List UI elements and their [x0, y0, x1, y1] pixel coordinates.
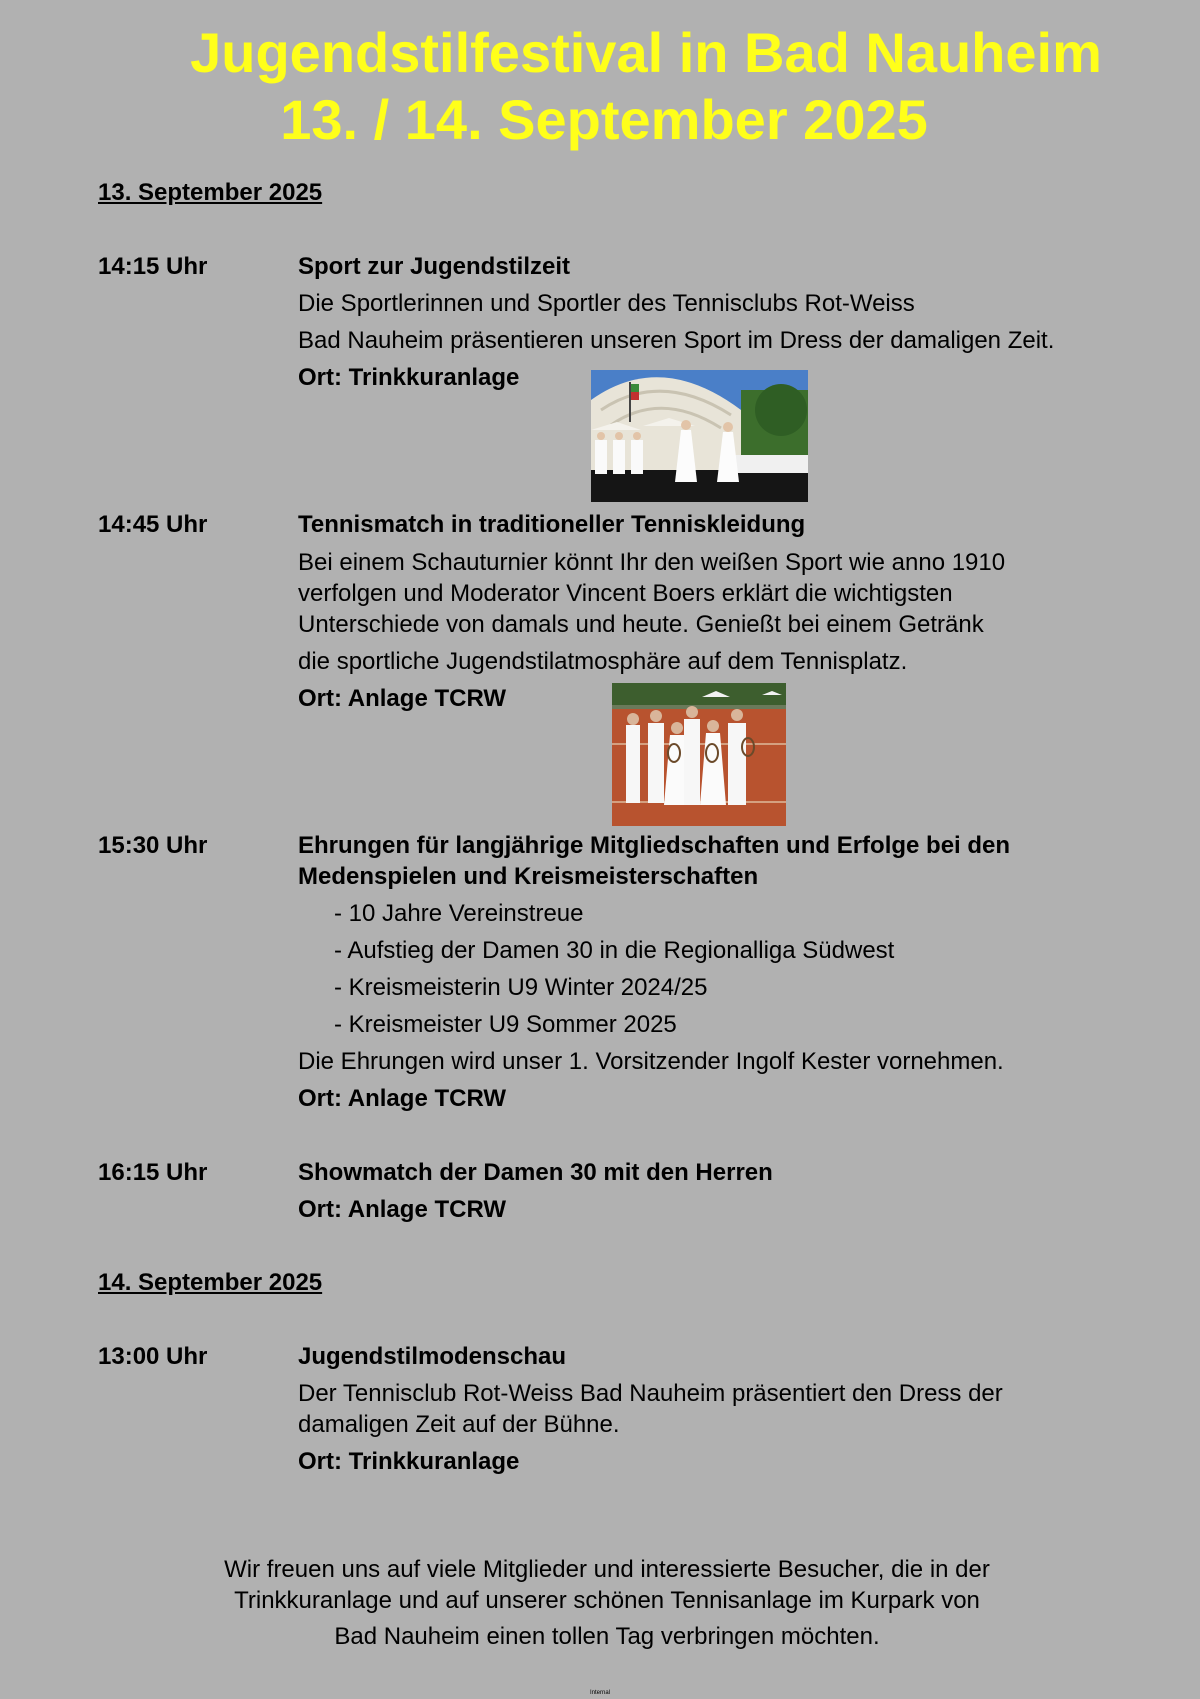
event-time: 14:45 Uhr — [98, 511, 208, 538]
event-description: damaligen Zeit auf der Bühne. — [298, 1411, 620, 1438]
event-description: die sportliche Jugendstilatmosphäre auf dem Tennisplatz. — [298, 648, 908, 675]
photo-tennis-players — [612, 683, 786, 826]
event-description: Unterschiede von damals und heute. Genießt bei einem Getränk — [298, 611, 984, 638]
event-location: Ort: Anlage TCRW — [298, 1196, 506, 1223]
event-location: Ort: Anlage TCRW — [298, 685, 506, 712]
page-title-line2: 13. / 14. September 2025 — [280, 88, 928, 151]
closing-text: Bad Nauheim einen tollen Tag verbringen möchten. — [334, 1623, 880, 1650]
event-location: Ort: Trinkkuranlage — [298, 1448, 520, 1475]
event-title: Tennismatch in traditioneller Tenniskleidung — [298, 511, 806, 538]
day2-heading: 14. September 2025 — [98, 1269, 323, 1296]
page-title-line1: Jugendstilfestival in Bad Nauheim — [190, 21, 1102, 84]
event-time: 15:30 Uhr — [98, 832, 208, 859]
footer-classification-tag: Internal — [589, 1690, 610, 1696]
event-description: Bad Nauheim präsentieren unseren Sport im Dress der damaligen Zeit. — [298, 327, 1055, 354]
day1-heading: 13. September 2025 — [98, 179, 323, 206]
closing-text: Wir freuen uns auf viele Mitglieder und interessierte Besucher, die in der — [224, 1556, 990, 1583]
event-title: Sport zur Jugendstilzeit — [298, 253, 571, 280]
event-title: Showmatch der Damen 30 mit den Herren — [298, 1159, 773, 1186]
event-description: verfolgen und Moderator Vincent Boers erklärt die wichtigsten — [298, 580, 953, 607]
event-location: Ort: Anlage TCRW — [298, 1085, 506, 1112]
list-item: - Kreismeisterin U9 Winter 2024/25 — [334, 974, 708, 1001]
event-time: 14:15 Uhr — [98, 253, 208, 280]
event-title: Ehrungen für langjährige Mitgliedschaften und Erfolge bei den — [298, 832, 1011, 859]
photo-bandstand-performers — [591, 370, 808, 502]
list-item: - Aufstieg der Damen 30 in die Regionalliga Südwest — [334, 937, 895, 964]
list-item: - 10 Jahre Vereinstreue — [334, 900, 584, 927]
closing-text: Trinkkuranlage und auf unserer schönen Tennisanlage im Kurpark von — [234, 1587, 980, 1614]
event-description: Die Sportlerinnen und Sportler des Tennisclubs Rot-Weiss — [298, 290, 915, 317]
event-title: Jugendstilmodenschau — [298, 1343, 567, 1370]
event-time: 16:15 Uhr — [98, 1159, 208, 1186]
event-title: Medenspielen und Kreismeisterschaften — [298, 863, 759, 890]
event-location: Ort: Trinkkuranlage — [298, 364, 520, 391]
event-description: Bei einem Schauturnier könnt Ihr den weißen Sport wie anno 1910 — [298, 549, 1006, 576]
event-description: Der Tennisclub Rot-Weiss Bad Nauheim präsentiert den Dress der — [298, 1380, 1003, 1407]
event-description: Die Ehrungen wird unser 1. Vorsitzender Ingolf Kester vornehmen. — [298, 1048, 1004, 1075]
list-item: - Kreismeister U9 Sommer 2025 — [334, 1011, 677, 1038]
event-time: 13:00 Uhr — [98, 1343, 208, 1370]
